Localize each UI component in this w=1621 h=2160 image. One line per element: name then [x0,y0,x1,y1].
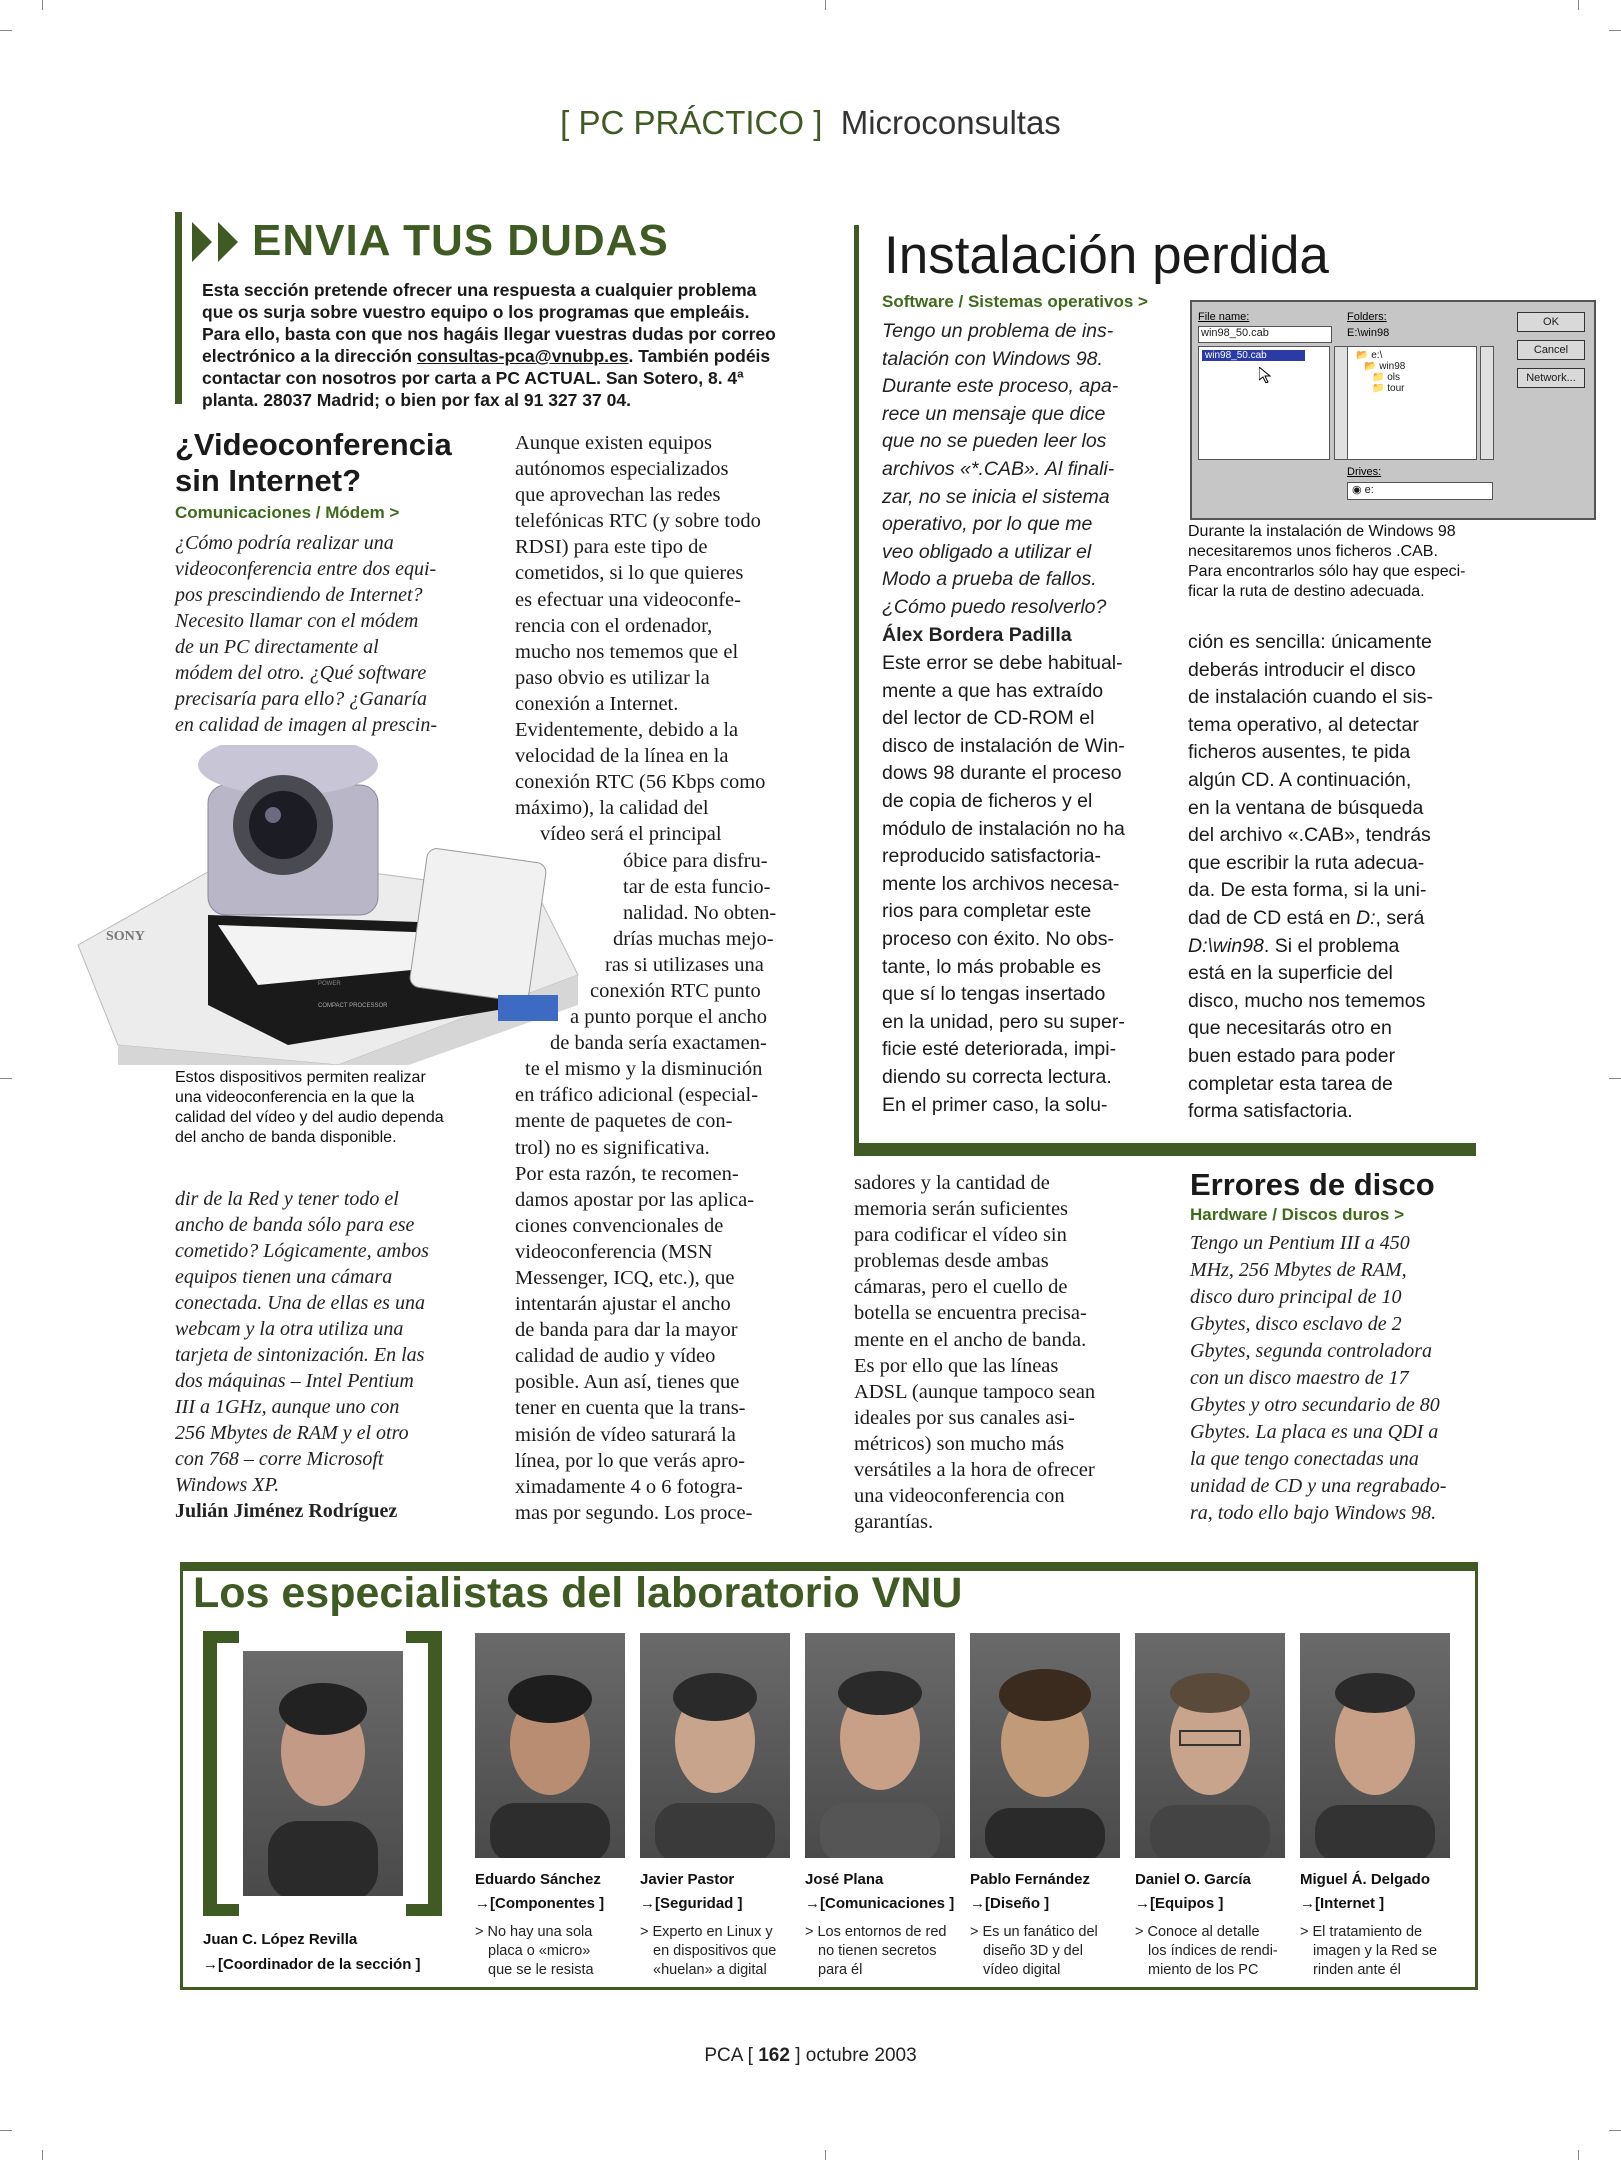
coordinator-name: Juan C. López Revilla [203,1931,358,1948]
text-line: que necesitarás otro en [1188,1017,1392,1040]
dialog-cancel-button[interactable]: Cancel [1517,340,1585,360]
caption-line: necesitaremos unos ficheros .CAB. [1188,543,1438,560]
dialog-file-list[interactable] [1198,346,1330,460]
text-line: con un disco maestro de 17 [1190,1367,1409,1389]
text-line: dows 98 durante el proceso [882,762,1122,785]
text-line: memoria serán suficientes [854,1198,1069,1221]
text-line: Es por ello que las líneas [854,1354,1059,1377]
dialog-drives-select[interactable]: ◉ e: [1347,482,1493,500]
coordinator-role: →[Coordinador de la sección ] [203,1956,421,1973]
text-line [1188,933,1488,961]
folder-icon: 📁 [1372,372,1385,383]
header-bracket-close: ] [813,104,823,141]
text-line: unidad de CD y una regrabado- [1190,1475,1447,1497]
bracket-right-bottom [406,1904,442,1916]
text-line: está en la superficie del [1188,962,1393,985]
text-line: Gbytes, disco esclavo de 2 [1190,1313,1402,1335]
win98-dialog-screenshot [1190,300,1596,520]
crop-mark [42,0,43,10]
text-line: garantías. [854,1511,934,1534]
caption-line: Estos dispositivos permiten realizar [175,1069,426,1086]
bracket-left-top [203,1631,239,1643]
text-line: disco, mucho nos tememos [1188,989,1426,1012]
text-line: módulo de instalación no ha [882,817,1125,840]
dialog-file-input[interactable]: win98_50.cab [1198,326,1332,343]
specialist-role: →[Equipos ] [1135,1895,1224,1912]
instalacion-answer-col1 [882,650,1182,1119]
text-line: paso obvio es utilizar la [515,666,710,689]
text-line: operativo, por lo que me [882,513,1093,536]
text-line: mucho nos tememos que el [515,640,739,663]
text-line: ciones convencionales de [515,1214,724,1237]
desc-line: «huelan» a digital [653,1962,767,1978]
text-line: reproducido satisfactoria- [882,845,1101,868]
person-silhouette-icon [970,1633,1120,1858]
text-line: autónomos especializados [515,458,729,481]
specialist-role: →[Componentes ] [475,1895,605,1912]
caption-line: calidad del vídeo y del audio dependa [175,1109,444,1126]
specialist-name: Eduardo Sánchez [475,1871,601,1888]
desc-line: en dispositivos que [653,1943,777,1959]
text-line: Windows XP. [175,1474,280,1496]
person-silhouette-icon [640,1633,790,1858]
text-line: Gbytes, segunda controladora [1190,1340,1433,1362]
text-line: nalidad. No obten- [623,901,777,924]
text-line: ideales por sus canales asi- [854,1406,1075,1429]
envia-box [175,212,822,410]
text-line: algún CD. A continuación, [1188,768,1412,791]
caption-line: del ancho de banda disponible. [175,1129,397,1146]
text-line: que sí lo tengas insertado [882,983,1106,1006]
specialist-desc [475,1923,625,1980]
text-line: métricos) son mucho más [854,1432,1065,1455]
envia-line: contactar con nosotros por carta a PC ACTUAL. San Sotero, 8. 4ª [202,368,744,388]
caption-line: Durante la instalación de Windows 98 [1188,523,1456,540]
text-line: archivos «*.CAB». Al finali- [882,457,1115,480]
text-line: botella se encuentra precisa- [854,1302,1087,1325]
text-line: óbice para disfru- [623,849,768,872]
text-line: conexión RTC punto [590,979,761,1002]
specialist-role: →[Seguridad ] [640,1895,743,1912]
person-silhouette-icon [1135,1633,1285,1858]
envia-line: que os surja sobre vuestro equipo o los programas que empleáis. [202,302,750,322]
crop-mark [0,1078,12,1079]
dialog-folder-list[interactable] [1347,346,1477,460]
text-line: RDSI) para este tipo de [515,536,708,559]
page-header [0,104,1621,142]
text-line: de banda para dar la mayor [515,1319,738,1342]
text-line: 256 Mbytes de RAM y el otro [175,1422,409,1444]
text-line: conectada. Una de ellas es una [175,1292,425,1314]
text-line: que no se pueden leer los [882,430,1107,453]
desc-line: que se le resista [488,1962,594,1978]
text-line: cometidos, si lo que quieres [515,562,744,585]
text-line: MHz, 256 Mbytes de RAM, [1190,1259,1407,1281]
video-title [175,427,475,499]
footer-bracket-open: [ [747,2045,753,2066]
text-line: mente a que has extraído [882,679,1104,702]
text-line: ancho de banda sólo para ese [175,1214,415,1236]
specialist-name: Miguel Á. Delgado [1300,1871,1431,1888]
text-line: Gbytes. La placa es una QDI a [1190,1421,1439,1443]
text-line: ¿Cómo podría realizar una [175,532,394,554]
text-line: mente de paquetes de con- [515,1110,733,1133]
instalacion-left-rule [854,225,859,1150]
desc-line: > Experto en Linux y [640,1924,773,1940]
bracket-left-icon [203,1631,217,1916]
avatar [640,1633,790,1858]
text-line: Por esta razón, te recomen- [515,1162,739,1185]
desc-line: para él [818,1962,863,1978]
text-line: drías muchas mejo- [613,927,774,950]
text-line: del archivo «.CAB», tendrás [1188,824,1431,847]
dialog-file-selected[interactable]: win98_50.cab [1202,350,1305,361]
video-author: Julián Jiménez Rodríguez [175,1500,398,1522]
desc-line: > Conoce al detalle [1135,1924,1260,1940]
text-line: ficheros ausentes, te pida [1188,741,1411,764]
person-silhouette-icon [1300,1633,1450,1858]
text-line: da. De esta forma, si la uni- [1188,879,1427,902]
text-line: ra, todo ello bajo Windows 98. [1190,1502,1437,1524]
double-arrow-icon [192,222,248,262]
text-line: de banda sería exactamen- [550,1032,767,1055]
text-line: trol) no es significativa. [515,1136,710,1159]
text-line: disco de instalación de Win- [882,734,1125,757]
folder-item-label: tour [1387,383,1405,394]
desc-line: los índices de rendi- [1148,1943,1278,1959]
video-answer-col2 [515,430,805,1526]
specialist-role: →[Comunicaciones ] [805,1895,955,1912]
text-line: vídeo será el principal [540,823,722,846]
specialist-desc [640,1923,790,1980]
text-line: mas por segundo. Los proce- [515,1501,753,1524]
text-line: ADSL (aunque tampoco sean [854,1380,1096,1403]
text-line: proceso con éxito. No obs- [882,927,1114,950]
dialog-drives-label: Drives: [1347,466,1382,478]
bracket-right-top [406,1631,442,1643]
text-line: problemas desde ambas [854,1250,1049,1273]
text-line: equipos tienen una cámara [175,1266,393,1288]
text-line: pos prescindiendo de Internet? [175,584,423,606]
text-line: la que tengo conectadas una [1190,1448,1419,1470]
header-section: PC PRÁCTICO [578,104,805,141]
text-line: dir de la Red y tener todo el [175,1188,399,1210]
errores-category: Hardware / Discos duros > [1190,1205,1404,1224]
text-line: que escribir la ruta adecua- [1188,851,1425,874]
specialist-desc [970,1923,1120,1980]
dialog-file-label: File name: [1198,311,1250,323]
text-line: Tengo un Pentium III a 450 [1190,1232,1410,1254]
text-line: del lector de CD-ROM el [882,707,1095,730]
text-line: máximo), la calidad del [515,797,709,820]
text-line: en tráfico adicional (especial- [515,1084,759,1107]
text-line: rece un mensaje que dice [882,402,1106,425]
crop-mark [1609,2130,1621,2131]
text-line: cámaras, pero el cuello de [854,1276,1068,1299]
crop-mark [0,30,12,31]
folder-open-icon: 📂 [1356,350,1369,361]
text-line: tener en cuenta que la trans- [515,1397,746,1420]
drive-path: D:\win98 [1188,934,1264,957]
envia-line [202,345,812,367]
text-line: ximadamente 4 o 6 fotogra- [515,1475,743,1498]
drive-value: e: [1364,484,1374,496]
folder-open-icon: 📂 [1364,361,1377,372]
text-line: sadores y la cantidad de [854,1172,1050,1194]
dialog-folders-label: Folders: [1347,311,1387,323]
text-line: videoconferencia entre dos equi- [175,558,437,580]
text-line: tar de esta funcio- [623,875,771,898]
desc-line: > Es un fanático del [970,1924,1098,1940]
text-span: , será [1375,906,1425,929]
text-line: Gbytes y otro secundario de 80 [1190,1394,1440,1416]
camera-brand: SONY [106,929,145,944]
text-span: dad de CD está en [1188,906,1357,929]
crop-mark [1609,30,1621,31]
text-line: en la unidad, pero su super- [882,1010,1125,1033]
avatar [805,1633,955,1858]
text-line [1188,905,1488,933]
specialist-desc [1300,1923,1450,1980]
text-line: ¿Cómo puedo resolverlo? [882,595,1107,618]
specialist-name: José Plana [805,1871,884,1888]
caption-line: ficar la ruta de destino adecuada. [1188,583,1425,600]
specialist-role: →[Diseño ] [970,1895,1050,1912]
text-line: Modo a prueba de fallos. [882,568,1097,591]
text-line: deberás introducir el disco [1188,658,1416,681]
desc-line: rinden ante él [1313,1962,1401,1978]
desc-line: > No hay una sola [475,1924,593,1940]
dialog-folders-path: E:\win98 [1347,327,1390,339]
text-line: en calidad de imagen al prescin- [175,714,437,736]
text-line: disco duro principal de 10 [1190,1286,1402,1308]
video-answer-col3 [854,1170,1154,1535]
envia-line: planta. 28037 Madrid; o bien por fax al 91 327 37 04. [202,390,631,410]
footer-date: octubre 2003 [805,2045,917,2066]
instalacion-bottom-rule [854,1143,1476,1156]
text-line: que aprovechan las redes [515,484,721,507]
text-line: cometido? Lógicamente, ambos [175,1240,429,1262]
caption-line: una videoconferencia en la que la [175,1089,415,1106]
text-line: de un PC directamente al [175,636,379,658]
text-line: ficie esté deteriorada, impi- [882,1038,1117,1061]
instalacion-caption [1188,522,1498,602]
specialist-name: Pablo Fernández [970,1871,1091,1888]
text-line: Este error se debe habitual- [882,652,1123,674]
text-line: webcam y la otra utiliza una [175,1318,404,1340]
crop-mark [0,2130,12,2131]
folder-item-label: e:\ [1371,350,1383,361]
envia-line: Para ello, basta con que nos hagáis llegar vuestras dudas por correo [202,324,776,344]
crop-mark [1578,0,1579,10]
text-line: completar esta tarea de [1188,1072,1393,1095]
dialog-network-button[interactable]: Network... [1517,368,1585,388]
bracket-right-icon [428,1631,442,1916]
dialog-ok-button[interactable]: OK [1517,312,1585,332]
text-line: una videoconferencia con [854,1485,1065,1508]
envia-line-4-pre: electrónico a la dirección [202,346,417,366]
camera-label-power: POWER [318,981,341,987]
avatar [243,1651,403,1896]
text-line: módem del otro. ¿Qué software [175,662,427,684]
text-line: es efectuar una videoconfe- [515,588,741,611]
text-line: a punto porque el ancho [570,1006,767,1029]
text-line: tante, lo más probable es [882,955,1101,978]
folder-item-label: win98 [1379,361,1406,372]
crop-mark [825,0,826,10]
mouse-cursor-icon [1259,367,1271,383]
specialists-title: Los especialistas del laboratorio VNU [193,1569,963,1617]
text-line: conexión RTC (56 Kbps como [515,771,766,794]
specialist-name: Javier Pastor [640,1871,735,1888]
desc-line: miento de los PC [1148,1962,1259,1978]
text-line: con 768 – corre Microsoft [175,1448,384,1470]
envia-line: Esta sección pretende ofrecer una respuesta a cualquier problema [202,280,757,300]
crop-mark [42,2150,43,2160]
text-line: mente los archivos necesa- [882,872,1120,895]
desc-line: > Los entornos de red [805,1924,947,1940]
specialist-name: Daniel O. García [1135,1871,1251,1888]
desc-line: vídeo digital [983,1962,1061,1978]
video-category: Comunicaciones / Módem > [175,503,400,522]
text-line: mente en el ancho de banda. [854,1328,1087,1351]
avatar [970,1633,1120,1858]
avatar [475,1633,625,1858]
text-line: para codificar el vídeo sin [854,1224,1067,1247]
video-title-line: ¿Videoconferencia [175,427,452,462]
person-silhouette-icon [243,1651,403,1896]
specialists-box [180,1562,1478,1990]
footer-magazine: PCA [704,2045,743,2066]
errores-title: Errores de disco [1190,1167,1435,1202]
page-number: 162 [758,2045,790,2066]
text-line: de instalación cuando el sis- [1188,686,1433,709]
video-caption [175,1068,475,1148]
desc-line: placa o «micro» [488,1943,591,1959]
text-line: telefónicas RTC (y sobre todo [515,510,761,533]
caption-line: Para encontrarlos sólo hay que especi- [1188,563,1466,580]
desc-line: no tienen secretos [818,1943,937,1959]
text-line: Durante este proceso, apa- [882,375,1119,398]
crop-mark [1609,1078,1621,1079]
text-span: . Si el problema [1263,934,1400,957]
video-title-line: sin Internet? [175,463,362,498]
instalacion-question [882,318,1172,649]
text-line: versátiles a la hora de ofrecer [854,1459,1095,1482]
text-line: tema operativo, al detectar [1188,713,1419,736]
text-line: Aunque existen equipos [515,432,712,454]
specialist-desc [1135,1923,1285,1980]
bracket-left-bottom [203,1904,239,1916]
dialog-folder-item[interactable] [1348,372,1476,383]
instalacion-author: Álex Bordera Padilla [882,623,1072,646]
text-line: te el mismo y la disminución [525,1058,763,1081]
text-line: en la ventana de búsqueda [1188,796,1424,819]
text-line: veo obligado a utilizar el [882,540,1092,563]
text-line: videoconferencia (MSN [515,1240,713,1263]
text-line: Evidentemente, debido a la [515,719,739,742]
text-line: ción es sencilla: únicamente [1188,631,1432,653]
instalacion-answer-col2 [1188,629,1488,1126]
text-line: línea, por lo que verás apro- [515,1449,745,1472]
person-silhouette-icon [475,1633,625,1858]
page-footer [0,2045,1621,2067]
desc-line: > El tratamiento de [1300,1924,1423,1940]
text-line: En el primer caso, la solu- [882,1093,1108,1116]
dialog-file-scrollbar[interactable] [1334,346,1348,460]
video-question-a [175,530,475,738]
text-line: rencia con el ordenador, [515,614,713,637]
errores-question [1190,1230,1490,1527]
text-line: diendo su correcta lectura. [882,1065,1112,1088]
instalacion-category: Software / Sistemas operativos > [882,292,1148,311]
dialog-folder-item[interactable] [1348,347,1476,361]
header-bracket-open: [ [560,104,570,141]
text-line: velocidad de la línea en la [515,745,729,768]
person-silhouette-icon [805,1633,955,1858]
desc-line: imagen y la Red se [1313,1943,1438,1959]
envia-title: ENVIA TUS DUDAS [252,216,669,265]
text-line: rios para completar este [882,900,1092,923]
text-line: talación con Windows 98. [882,347,1103,370]
text-line: damos apostar por las aplica- [515,1188,755,1211]
text-line: buen estado para poder [1188,1044,1396,1067]
video-question-b [175,1186,475,1524]
text-line: intentarán ajustar el ancho [515,1293,731,1316]
avatar [1135,1633,1285,1858]
text-line: conexión a Internet. [515,692,679,715]
dialog-folder-item[interactable] [1348,383,1476,394]
text-line: III a 1GHz, aunque uno con [175,1396,400,1418]
crop-mark [825,2150,826,2160]
text-line: de copia de ficheros y el [882,789,1093,812]
envia-text [202,279,812,411]
camera-label-processor: COMPACT PROCESSOR [318,1003,388,1009]
text-line: Messenger, ICQ, etc.), que [515,1267,735,1289]
crop-mark [1578,2150,1579,2160]
text-line: dos máquinas – Intel Pentium [175,1370,414,1392]
footer-bracket-close: ] [795,2045,801,2066]
text-line: Tengo un problema de ins- [882,320,1114,342]
specialist-role: →[Internet ] [1300,1895,1385,1912]
folder-icon: 📁 [1372,383,1385,394]
desc-line: diseño 3D y del [983,1943,1083,1959]
text-line: ras si utilizases una [605,953,764,976]
dialog-folder-scrollbar[interactable] [1480,346,1494,460]
text-line: Necesito llamar con el módem [175,610,419,632]
text-line: forma satisfactoria. [1188,1100,1353,1123]
email-link[interactable]: consultas-pca@vnubp.es [416,346,629,366]
text-line: tarjeta de sintonización. En las [175,1344,425,1366]
text-line: calidad de audio y vídeo [515,1345,716,1368]
dialog-folder-item[interactable] [1348,361,1476,372]
instalacion-title: Instalación perdida [884,226,1329,285]
envia-line-4-post: . También podéis [628,346,771,366]
text-line: posible. Aun así, tienes que [515,1371,740,1394]
text-line: precisaría para ello? ¿Ganaría [175,688,428,710]
folder-item-label: ols [1387,372,1401,383]
header-subsection: Microconsultas [840,104,1061,141]
text-line: zar, no se inicia el sistema [882,485,1110,508]
drive-letter: D: [1356,906,1376,929]
text-line: misión de vídeo saturará la [515,1423,736,1446]
avatar [1300,1633,1450,1858]
specialist-desc [805,1923,955,1980]
